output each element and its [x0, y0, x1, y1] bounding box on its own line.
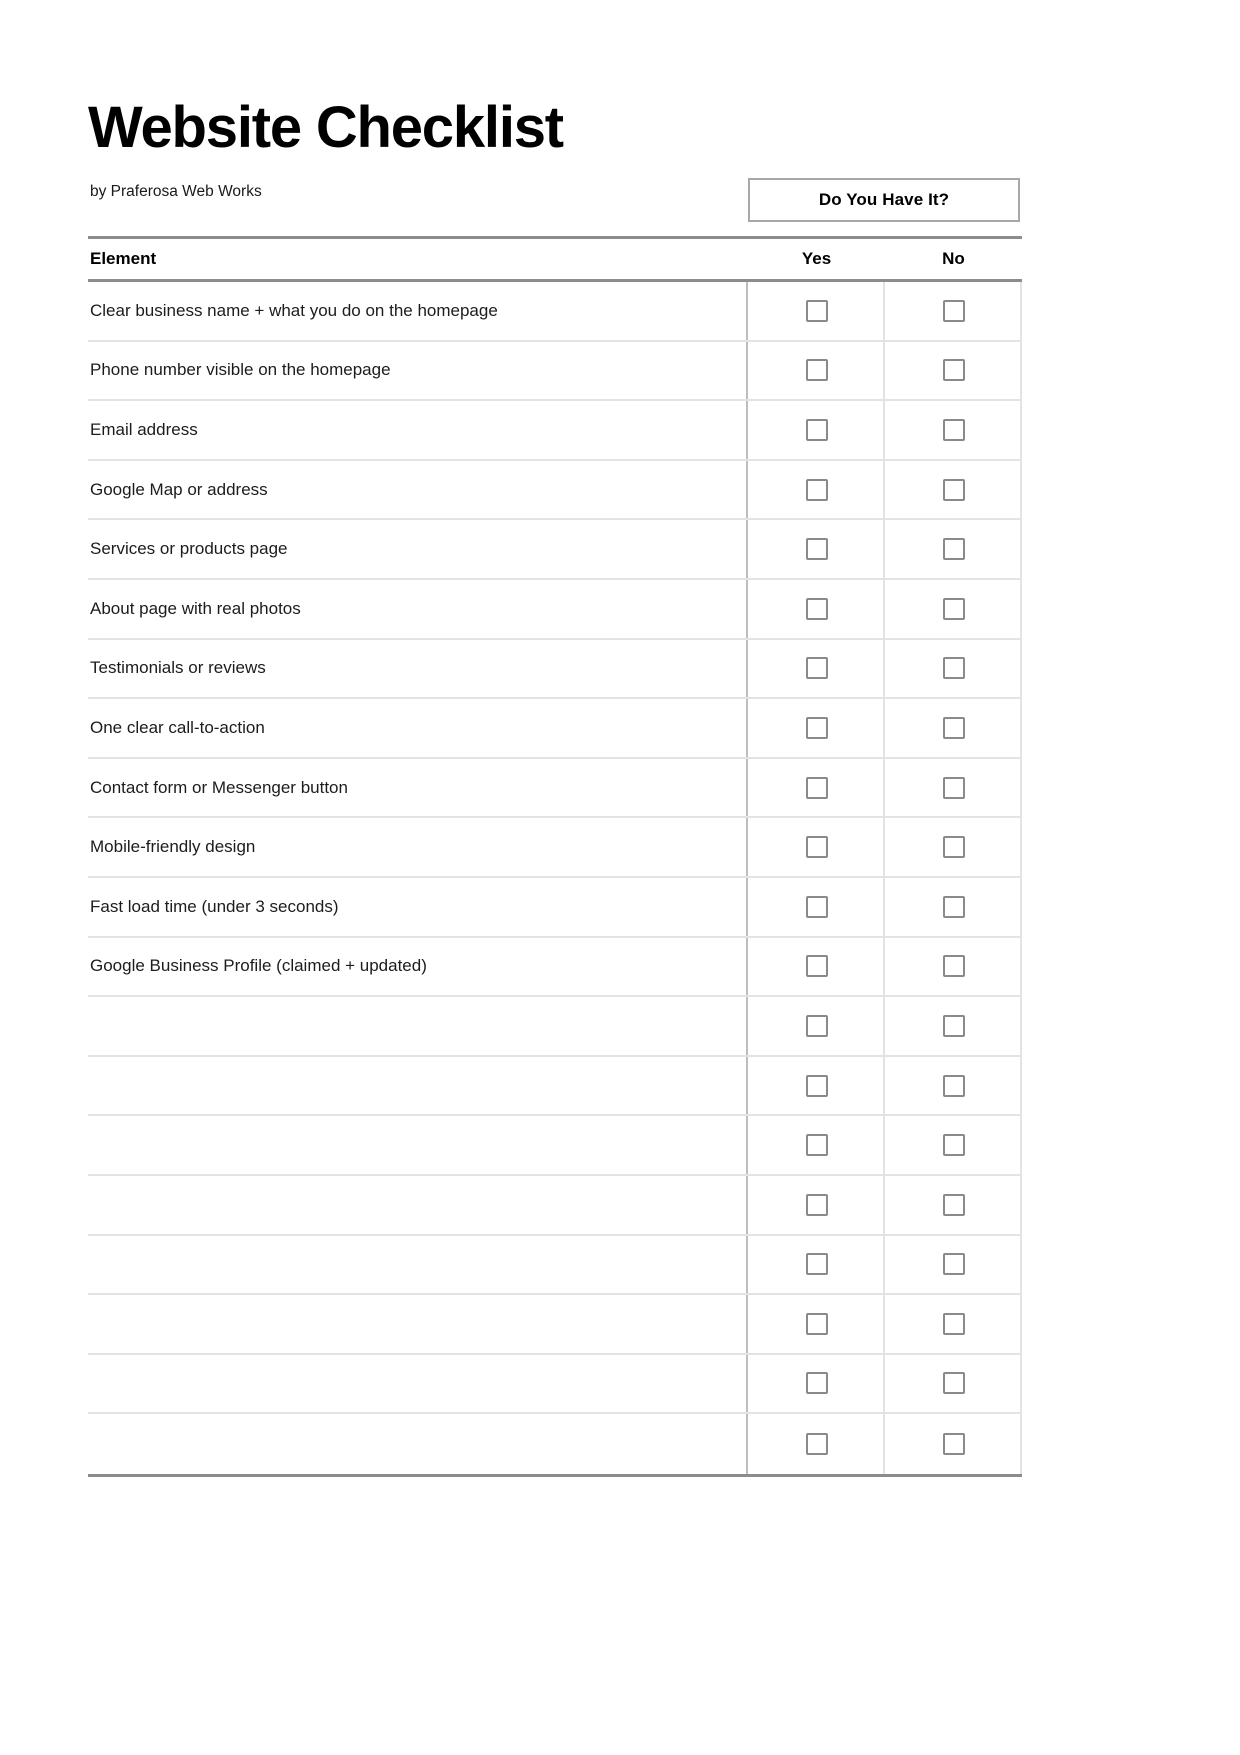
empty-checkbox-icon[interactable]	[943, 1313, 965, 1335]
row-no-cell[interactable]	[885, 878, 1022, 936]
row-no-cell[interactable]	[885, 699, 1022, 757]
column-header-yes: Yes	[801, 249, 832, 268]
table-row	[88, 580, 1022, 640]
column-header-element: Element	[90, 249, 157, 268]
empty-checkbox-icon[interactable]	[806, 717, 828, 739]
empty-checkbox-icon[interactable]	[943, 955, 965, 977]
row-element-label	[90, 1355, 738, 1413]
row-yes-cell[interactable]	[748, 938, 885, 996]
row-yes-cell[interactable]	[748, 1116, 885, 1174]
empty-checkbox-icon[interactable]	[943, 777, 965, 799]
row-yes-cell[interactable]	[748, 461, 885, 519]
empty-checkbox-icon[interactable]	[806, 1134, 828, 1156]
empty-checkbox-icon[interactable]	[943, 538, 965, 560]
empty-checkbox-icon[interactable]	[806, 657, 828, 679]
table-row	[88, 520, 1022, 580]
row-element-label: Google Business Profile (claimed + updated)	[90, 956, 427, 976]
empty-checkbox-icon[interactable]	[806, 1075, 828, 1097]
group-header-label: Do You Have It?	[818, 190, 950, 209]
row-element-label: About page with real photos	[90, 598, 301, 618]
table-row	[88, 1355, 1022, 1415]
row-no-cell[interactable]	[885, 818, 1022, 876]
row-no-cell[interactable]	[885, 282, 1022, 340]
empty-checkbox-icon[interactable]	[806, 359, 828, 381]
row-yes-cell[interactable]	[748, 1176, 885, 1234]
row-no-cell[interactable]	[885, 997, 1022, 1055]
empty-checkbox-icon[interactable]	[943, 1253, 965, 1275]
row-no-cell[interactable]	[885, 520, 1022, 578]
table-row	[88, 1295, 1022, 1355]
table-row	[88, 878, 1022, 938]
empty-checkbox-icon[interactable]	[943, 598, 965, 620]
row-element-label	[90, 1414, 738, 1474]
empty-checkbox-icon[interactable]	[943, 657, 965, 679]
row-yes-cell[interactable]	[748, 1414, 885, 1474]
row-no-cell[interactable]	[885, 401, 1022, 459]
table-row	[88, 1414, 1022, 1474]
row-yes-cell[interactable]	[748, 1057, 885, 1115]
row-element-label	[90, 1116, 738, 1174]
empty-checkbox-icon[interactable]	[806, 479, 828, 501]
row-yes-cell[interactable]	[748, 1295, 885, 1353]
empty-checkbox-icon[interactable]	[943, 1194, 965, 1216]
empty-checkbox-icon[interactable]	[943, 1433, 965, 1455]
row-yes-cell[interactable]	[748, 1355, 885, 1413]
row-yes-cell[interactable]	[748, 878, 885, 936]
empty-checkbox-icon[interactable]	[806, 538, 828, 560]
table-row	[88, 759, 1022, 819]
author-byline: by Praferosa Web Works	[90, 183, 262, 200]
table-row	[88, 342, 1022, 402]
checklist-sheet	[88, 96, 1022, 1477]
row-no-cell[interactable]	[885, 759, 1022, 817]
row-no-cell[interactable]	[885, 1236, 1022, 1294]
empty-checkbox-icon[interactable]	[943, 1134, 965, 1156]
empty-checkbox-icon[interactable]	[943, 1075, 965, 1097]
row-no-cell[interactable]	[885, 1414, 1022, 1474]
empty-checkbox-icon[interactable]	[806, 419, 828, 441]
row-no-cell[interactable]	[885, 580, 1022, 638]
row-yes-cell[interactable]	[748, 520, 885, 578]
row-no-cell[interactable]	[885, 342, 1022, 400]
row-yes-cell[interactable]	[748, 401, 885, 459]
row-yes-cell[interactable]	[748, 818, 885, 876]
table-row	[88, 282, 1022, 342]
table-row	[88, 1057, 1022, 1117]
row-element-label: Contact form or Messenger button	[90, 777, 348, 797]
row-element-label	[90, 1295, 738, 1353]
empty-checkbox-icon[interactable]	[943, 717, 965, 739]
column-header-row	[88, 239, 1022, 279]
checklist-table-body	[88, 282, 1022, 1474]
row-element-label	[90, 1176, 738, 1234]
row-no-cell[interactable]	[885, 640, 1022, 698]
empty-checkbox-icon[interactable]	[806, 1015, 828, 1037]
row-element-label	[90, 1236, 738, 1294]
empty-checkbox-icon[interactable]	[806, 300, 828, 322]
empty-checkbox-icon[interactable]	[943, 896, 965, 918]
table-row	[88, 997, 1022, 1057]
row-element-label: Phone number visible on the homepage	[90, 360, 391, 380]
empty-checkbox-icon[interactable]	[943, 1015, 965, 1037]
empty-checkbox-icon[interactable]	[943, 359, 965, 381]
row-element-label	[90, 997, 738, 1055]
row-no-cell[interactable]	[885, 1355, 1022, 1413]
table-row	[88, 401, 1022, 461]
column-header-no: No	[942, 249, 965, 268]
document-header	[88, 96, 1022, 236]
page-title: Website Checklist	[88, 95, 563, 160]
empty-checkbox-icon[interactable]	[943, 836, 965, 858]
table-row	[88, 1236, 1022, 1296]
empty-checkbox-icon[interactable]	[943, 419, 965, 441]
empty-checkbox-icon[interactable]	[943, 300, 965, 322]
table-row	[88, 1176, 1022, 1236]
row-element-label: Google Map or address	[90, 479, 268, 499]
row-yes-cell[interactable]	[748, 1236, 885, 1294]
row-element-label: Fast load time (under 3 seconds)	[90, 896, 339, 916]
empty-checkbox-icon[interactable]	[806, 1253, 828, 1275]
row-no-cell[interactable]	[885, 1057, 1022, 1115]
empty-checkbox-icon[interactable]	[806, 598, 828, 620]
table-row	[88, 818, 1022, 878]
row-element-label: Services or products page	[90, 539, 288, 559]
empty-checkbox-icon[interactable]	[806, 1433, 828, 1455]
row-no-cell[interactable]	[885, 938, 1022, 996]
row-element-label: Clear business name + what you do on the homepage	[90, 300, 498, 320]
row-element-label: One clear call-to-action	[90, 717, 265, 737]
row-yes-cell[interactable]	[748, 282, 885, 340]
table-row	[88, 699, 1022, 759]
table-row	[88, 938, 1022, 998]
empty-checkbox-icon[interactable]	[943, 479, 965, 501]
empty-checkbox-icon[interactable]	[806, 1313, 828, 1335]
row-no-cell[interactable]	[885, 1116, 1022, 1174]
row-no-cell[interactable]	[885, 1176, 1022, 1234]
table-row	[88, 461, 1022, 521]
table-row	[88, 640, 1022, 700]
row-yes-cell[interactable]	[748, 997, 885, 1055]
empty-checkbox-icon[interactable]	[806, 1194, 828, 1216]
row-yes-cell[interactable]	[748, 342, 885, 400]
table-row	[88, 1116, 1022, 1176]
table-bottom-rule	[88, 1474, 1022, 1477]
empty-checkbox-icon[interactable]	[806, 896, 828, 918]
row-element-label: Email address	[90, 419, 198, 439]
row-no-cell[interactable]	[885, 1295, 1022, 1353]
row-yes-cell[interactable]	[748, 759, 885, 817]
empty-checkbox-icon[interactable]	[806, 955, 828, 977]
row-yes-cell[interactable]	[748, 580, 885, 638]
row-element-label: Mobile-friendly design	[90, 837, 256, 857]
empty-checkbox-icon[interactable]	[806, 1372, 828, 1394]
row-yes-cell[interactable]	[748, 699, 885, 757]
empty-checkbox-icon[interactable]	[943, 1372, 965, 1394]
row-element-label	[90, 1057, 738, 1115]
row-element-label: Testimonials or reviews	[90, 658, 266, 678]
empty-checkbox-icon[interactable]	[806, 836, 828, 858]
row-no-cell[interactable]	[885, 461, 1022, 519]
empty-checkbox-icon[interactable]	[806, 777, 828, 799]
group-header-box	[748, 178, 1020, 222]
row-yes-cell[interactable]	[748, 640, 885, 698]
